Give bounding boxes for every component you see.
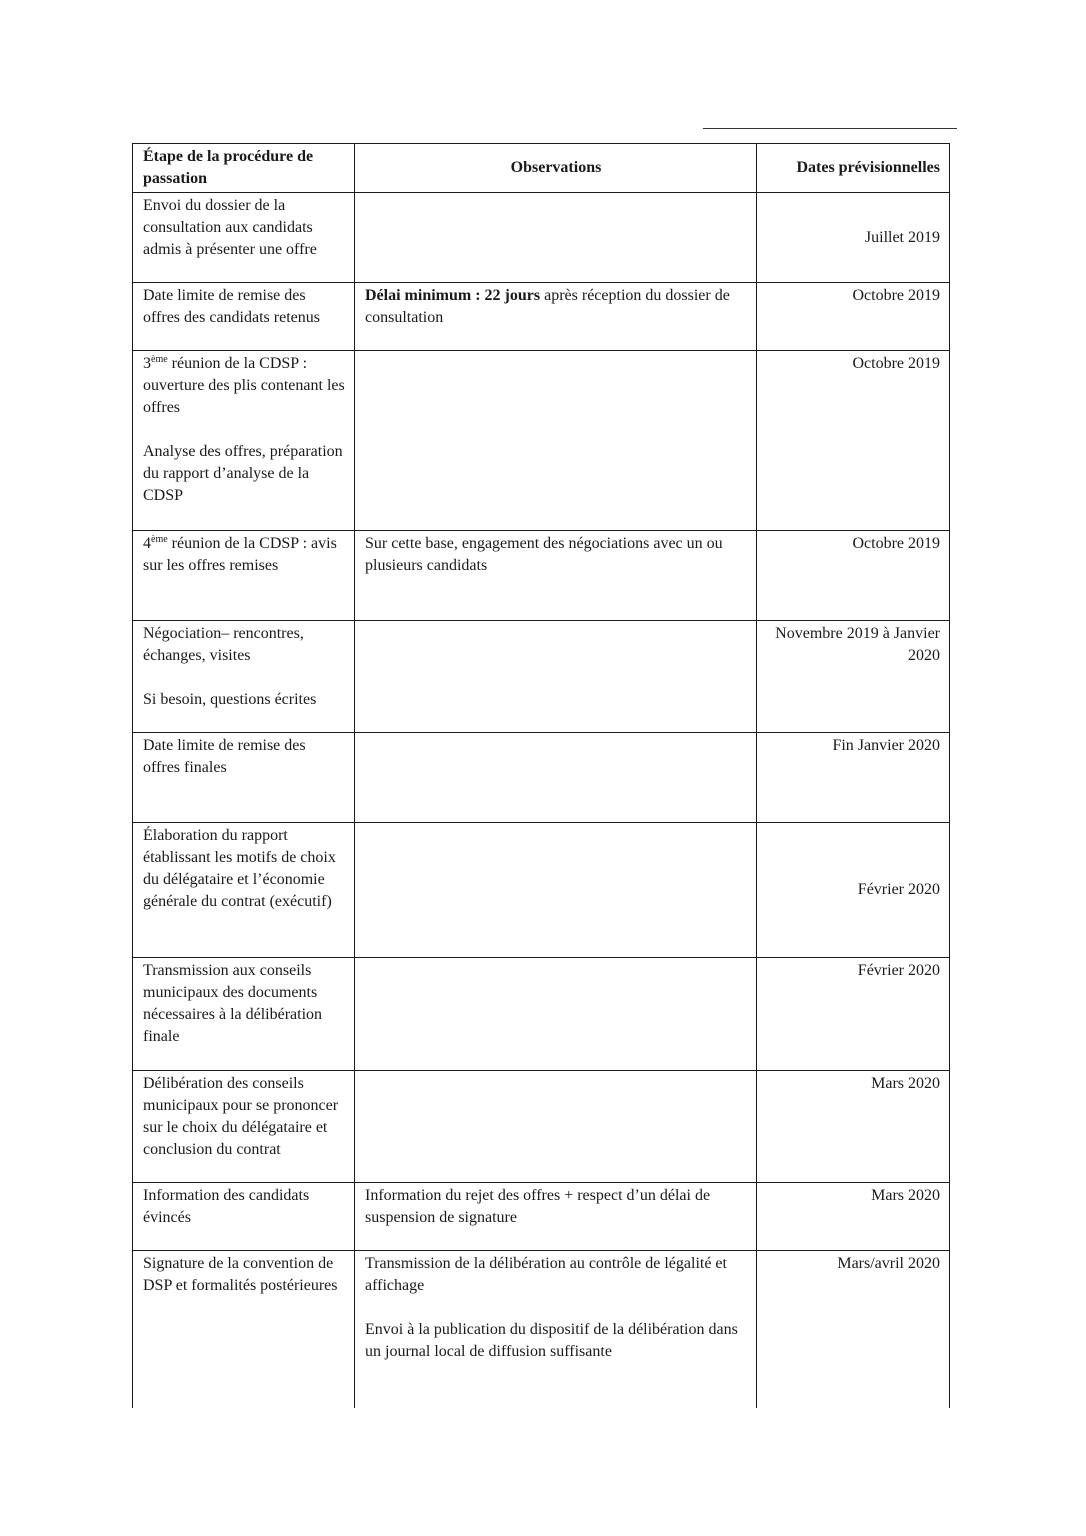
step-text-2: Si besoin, questions écrites [143,691,317,708]
date-cell: Février 2020 [757,823,950,958]
step-superscript: ème [151,534,168,545]
date-cell: Octobre 2019 [757,283,950,351]
table-row [133,1251,950,1408]
observation-text: Transmission de la délibération au contrôle de légalité et affichage [365,1255,727,1294]
step-number: 3 [143,355,151,372]
step-cell [133,351,355,531]
step-text: réunion de la CDSP : avis sur les offres remises [143,535,337,574]
date-cell: Octobre 2019 [757,351,950,531]
observation-cell: Information du rejet des offres + respect d’un délai de suspension de signature [355,1183,757,1251]
date-cell: Novembre 2019 à Janvier 2020 [757,621,950,733]
step-number: 4 [143,535,151,552]
date-cell: Mars/avril 2020 [757,1251,950,1408]
step-cell: Signature de la convention de DSP et formalités postérieures [133,1251,355,1408]
step-cell [133,621,355,733]
date-cell: Février 2020 [757,958,950,1071]
table-row [133,351,950,531]
table-row [133,1071,950,1183]
step-cell: Date limite de remise des offres des candidats retenus [133,283,355,351]
step-cell: Information des candidats évincés [133,1183,355,1251]
table-row [133,193,950,283]
step-superscript: ème [151,354,168,365]
observation-cell [355,958,757,1071]
table-header-row [133,144,950,193]
header-observations: Observations [355,144,757,193]
step-cell: Élaboration du rapport établissant les motifs de choix du délégataire et l’économie générale du contrat (exécutif) [133,823,355,958]
observation-cell [355,351,757,531]
observation-cell [355,733,757,823]
observation-text: après réception du dossier de consultation [365,287,730,326]
step-text: Négociation– rencontres, échanges, visites [143,625,304,664]
observation-cell [355,1251,757,1408]
table-row [133,621,950,733]
procedure-schedule-table [132,143,950,1408]
observation-cell [355,193,757,283]
step-text-2: Analyse des offres, préparation du rapport d’analyse de la CDSP [143,443,343,504]
header-step: Étape de la procédure de passation [133,144,355,193]
table-row [133,531,950,621]
table-row [133,958,950,1071]
date-cell: Mars 2020 [757,1071,950,1183]
observation-cell [355,1071,757,1183]
date-cell: Fin Janvier 2020 [757,733,950,823]
step-cell [133,531,355,621]
step-cell: Délibération des conseils municipaux pour se prononcer sur le choix du délégataire et conclusion du contrat [133,1071,355,1183]
observation-cell [355,823,757,958]
step-cell: Envoi du dossier de la consultation aux candidats admis à présenter une offre [133,193,355,283]
observation-text-2: Envoi à la publication du dispositif de la délibération dans un journal local de diffusion suffisante [365,1321,738,1360]
table-row [133,1183,950,1251]
step-text: réunion de la CDSP : ouverture des plis contenant les offres [143,355,345,416]
step-cell: Transmission aux conseils municipaux des documents nécessaires à la délibération finale [133,958,355,1071]
table-row [133,283,950,351]
observation-strong: Délai minimum : 22 jours [365,287,541,304]
observation-cell [355,621,757,733]
date-cell: Octobre 2019 [757,531,950,621]
observation-cell [355,283,757,351]
observation-cell: Sur cette base, engagement des négociations avec un ou plusieurs candidats [355,531,757,621]
step-cell: Date limite de remise des offres finales [133,733,355,823]
top-rule [703,128,957,129]
date-cell: Juillet 2019 [757,193,950,283]
header-dates: Dates prévisionnelles [757,144,950,193]
table-row [133,733,950,823]
table-row [133,823,950,958]
date-cell: Mars 2020 [757,1183,950,1251]
